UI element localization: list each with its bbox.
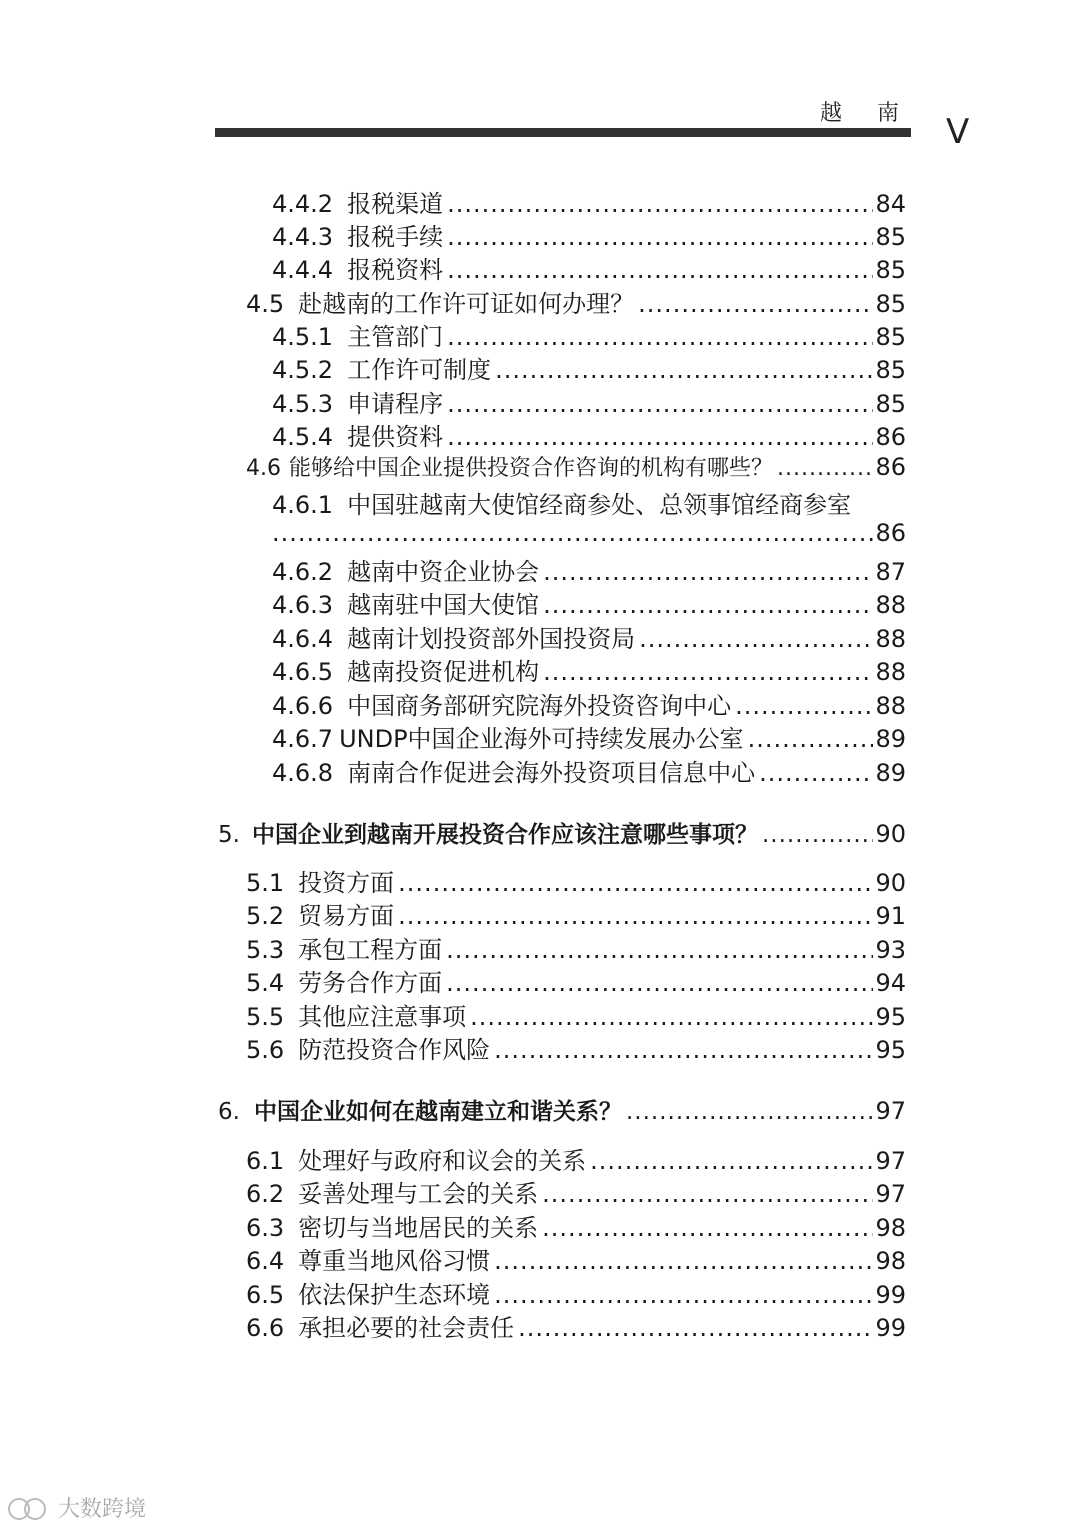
toc-entry-page: 95 — [875, 1036, 906, 1064]
toc-entry-4-5-2[interactable] — [272, 350, 906, 384]
toc-entry-6-6[interactable] — [246, 1308, 906, 1342]
toc-entry-number: 5.2 — [246, 902, 285, 930]
toc-entry-6-1[interactable] — [246, 1141, 906, 1175]
toc-leader-dots — [762, 822, 874, 848]
toc-entry-title: 依法保护生态环境 — [298, 1281, 491, 1309]
toc-entry-4-4-2[interactable] — [272, 184, 906, 218]
toc-entry-page: 88 — [875, 591, 906, 619]
toc-entry-5-3[interactable] — [246, 930, 906, 964]
toc-entry-number: 4.6.4 — [272, 625, 334, 653]
toc-entry-number: 4.6.5 — [272, 658, 334, 686]
toc-entry-5-5[interactable] — [246, 997, 906, 1031]
toc-entry-page: 85 — [875, 256, 906, 284]
toc-entry-4-6-6[interactable] — [272, 686, 906, 720]
toc-entry-5-2[interactable] — [246, 896, 906, 930]
toc-entry-title: 报税手续 — [347, 223, 444, 251]
toc-entry-page: 89 — [875, 725, 906, 753]
toc-leader-dots — [494, 1247, 873, 1275]
toc-entry-title: 报税资料 — [347, 256, 444, 284]
toc-leader-dots — [446, 936, 873, 964]
toc-entry-page: 91 — [875, 902, 906, 930]
toc-entry-page: 90 — [875, 820, 906, 848]
toc-entry-title: UNDP中国企业海外可持续发展办公室 — [339, 725, 744, 753]
toc-entry-4-6-8[interactable] — [272, 753, 906, 787]
toc-entry-page: 85 — [875, 223, 906, 251]
toc-entry-page: 89 — [875, 759, 906, 787]
toc-leader-dots — [543, 658, 873, 686]
toc-leader-dots — [638, 290, 873, 318]
toc-entry-title: 赴越南的工作许可证如何办理？ — [298, 290, 635, 318]
toc-leader-dots — [543, 558, 873, 586]
toc-entry-title: 贸易方面 — [298, 902, 395, 930]
toc-entry-page: 88 — [875, 625, 906, 653]
toc-entry-number: 4.5.3 — [272, 390, 334, 418]
toc-entry-title: 妥善处理与工会的关系 — [298, 1180, 539, 1208]
toc-entry-page: 94 — [875, 969, 906, 997]
toc-entry-number: 4.4.2 — [272, 190, 334, 218]
toc-entry-page: 97 — [875, 1180, 906, 1208]
toc-entry-title: 南南合作促进会海外投资项目信息中心 — [347, 759, 756, 787]
toc-entry-title: 中国驻越南大使馆经商参处、总领事馆经商参室 — [347, 491, 852, 519]
toc-entry-page: 87 — [875, 558, 906, 586]
toc-entry-title: 处理好与政府和议会的关系 — [298, 1147, 587, 1175]
toc-entry-4-5-4[interactable] — [272, 417, 906, 451]
toc-entry-page: 97 — [875, 1097, 906, 1125]
toc-entry-number: 4.6.6 — [272, 692, 334, 720]
toc-leader-dots — [398, 902, 873, 930]
toc-entry-number: 4.6.3 — [272, 591, 334, 619]
toc-entry-page: 86 — [875, 453, 906, 481]
watermark-logo-icon — [8, 1496, 52, 1520]
toc-entry-number: 6.3 — [246, 1214, 285, 1242]
toc-entry-number: 4.5.1 — [272, 323, 334, 351]
toc-entry-title: 防范投资合作风险 — [298, 1036, 491, 1064]
toc-entry-title: 中国企业到越南开展投资合作应该注意哪些事项？ — [251, 822, 758, 848]
toc-entry-6-4[interactable] — [246, 1241, 906, 1275]
toc-leader-dots — [446, 969, 873, 997]
toc-entry-number: 6.4 — [246, 1247, 285, 1275]
toc-entry-4-6-1-continuation[interactable] — [272, 519, 906, 553]
toc-leader-dots — [759, 759, 873, 787]
toc-entry-page: 99 — [875, 1281, 906, 1309]
toc-entry-title: 越南投资促进机构 — [347, 658, 540, 686]
toc-entry-page: 98 — [875, 1214, 906, 1242]
toc-entry-title: 承包工程方面 — [298, 936, 443, 964]
toc-entry-page: 93 — [875, 936, 906, 964]
toc-entry-number: 4.5.4 — [272, 423, 334, 451]
toc-entry-number: 5.4 — [246, 969, 285, 997]
toc-entry-number: 4.6.2 — [272, 558, 334, 586]
toc-leader-dots — [639, 625, 873, 653]
toc-entry-5-4[interactable] — [246, 963, 906, 997]
toc-entry-page: 85 — [875, 390, 906, 418]
toc-entry-title: 中国企业如何在越南建立和谐关系？ — [253, 1099, 622, 1125]
toc-leader-dots — [447, 323, 873, 351]
toc-entry-number: 6. — [218, 1099, 240, 1125]
toc-entry-title: 主管部门 — [347, 323, 444, 351]
toc-entry-title: 投资方面 — [298, 869, 395, 897]
toc-leader-dots — [447, 423, 873, 451]
toc-leader-dots — [542, 1180, 873, 1208]
toc-entry-number: 5.3 — [246, 936, 285, 964]
toc-entry-number: 4.6.7 — [272, 725, 334, 753]
toc-entry-number: 5.6 — [246, 1036, 285, 1064]
watermark — [8, 1492, 146, 1523]
toc-entry-4-6-5[interactable] — [272, 652, 906, 686]
toc-entry-number: 4.6.1 — [272, 491, 334, 519]
toc-entry-title: 工作许可制度 — [347, 356, 492, 384]
toc-entry-number: 4.6.8 — [272, 759, 334, 787]
toc-entry-title: 劳务合作方面 — [298, 969, 443, 997]
toc-chapter-5[interactable] — [218, 816, 906, 850]
toc-entry-number: 5.1 — [246, 869, 285, 897]
toc-chapter-6[interactable] — [218, 1093, 906, 1127]
toc-entry-page: 99 — [875, 1314, 906, 1342]
toc-entry-number: 4.4.4 — [272, 256, 334, 284]
toc-entry-4-5-3[interactable] — [272, 384, 906, 418]
toc-entry-title: 报税渠道 — [347, 190, 444, 218]
toc-entry-title: 越南中资企业协会 — [347, 558, 540, 586]
toc-entry-page: 90 — [875, 869, 906, 897]
toc-entry-number: 5. — [218, 822, 240, 848]
toc-entry-title: 密切与当地居民的关系 — [298, 1214, 539, 1242]
toc-leader-dots — [748, 725, 874, 753]
toc-entry-4-4-3[interactable] — [272, 217, 906, 251]
page-number: V — [946, 112, 970, 152]
toc-leader-dots — [447, 190, 873, 218]
toc-entry-5-6[interactable] — [246, 1030, 906, 1064]
toc-entry-page: 85 — [875, 323, 906, 351]
toc-entry-page: 85 — [875, 356, 906, 384]
toc-entry-4-6-1[interactable] — [272, 485, 906, 519]
toc-entry-title: 越南驻中国大使馆 — [347, 591, 540, 619]
toc-entry-number: 6.6 — [246, 1314, 285, 1342]
toc-leader-dots — [590, 1147, 873, 1175]
toc-entry-6-5[interactable] — [246, 1275, 906, 1309]
watermark-text: 大数跨境 — [58, 1497, 147, 1522]
toc-entry-title: 提供资料 — [347, 423, 444, 451]
toc-entry-page: 88 — [875, 692, 906, 720]
toc-leader-dots — [470, 1003, 873, 1031]
toc-leader-dots — [518, 1314, 873, 1342]
toc-leader-dots — [447, 256, 873, 284]
toc-entry-4-4-4[interactable] — [272, 250, 906, 284]
toc-entry-number: 6.1 — [246, 1147, 285, 1175]
toc-leader-dots — [447, 223, 873, 251]
toc-entry-number: 4.5 — [246, 290, 285, 318]
toc-leader-dots — [735, 692, 873, 720]
toc-entry-4-6-3[interactable] — [272, 585, 906, 619]
toc-entry-page: 95 — [875, 1003, 906, 1031]
toc-entry-title: 尊重当地风俗习惯 — [298, 1247, 491, 1275]
toc-leader-dots — [494, 1036, 873, 1064]
toc-entry-6-2[interactable] — [246, 1174, 906, 1208]
toc-entry-page: 98 — [875, 1247, 906, 1275]
toc-leader-dots — [543, 591, 873, 619]
toc-entry-page: 84 — [875, 190, 906, 218]
toc-entry-number: 6.5 — [246, 1281, 285, 1309]
toc-entry-number: 5.5 — [246, 1003, 285, 1031]
toc-entry-title: 申请程序 — [347, 390, 444, 418]
toc-leader-dots — [398, 869, 873, 897]
toc-entry-4-5[interactable] — [246, 284, 906, 318]
toc-entry-4-6[interactable] — [246, 451, 906, 485]
toc-entry-number: 6.2 — [246, 1180, 285, 1208]
toc-entry-5-1[interactable] — [246, 863, 906, 897]
toc-entry-page: 86 — [875, 423, 906, 451]
toc-entry-page: 86 — [875, 519, 906, 547]
toc-entry-title: 中国商务部研究院海外投资咨询中心 — [347, 692, 732, 720]
toc-entry-title: 承担必要的社会责任 — [298, 1314, 515, 1342]
toc-entry-4-6-4[interactable] — [272, 619, 906, 653]
toc-entry-title: 其他应注意事项 — [298, 1003, 467, 1031]
toc-leader-dots — [495, 356, 873, 384]
toc-entry-number: 4.4.3 — [272, 223, 334, 251]
toc-entry-4-5-1[interactable] — [272, 317, 906, 351]
toc-leader-dots — [777, 456, 873, 481]
toc-leader-dots — [542, 1214, 873, 1242]
toc-entry-6-3[interactable] — [246, 1208, 906, 1242]
toc-leader-dots — [626, 1099, 874, 1125]
toc-entry-number: 4.5.2 — [272, 356, 334, 384]
toc-leader-dots — [494, 1281, 873, 1309]
running-header-title: 越 南 — [820, 101, 913, 126]
toc-leader-dots — [272, 519, 873, 547]
toc-entry-page: 97 — [875, 1147, 906, 1175]
toc-entry-4-6-7[interactable] — [272, 719, 906, 753]
toc-entry-number: 4.6 — [246, 456, 281, 481]
toc-entry-page: 85 — [875, 290, 906, 318]
toc-entry-title: 能够给中国企业提供投资合作咨询的机构有哪些？ — [289, 456, 774, 481]
toc-entry-page: 88 — [875, 658, 906, 686]
toc-entry-4-6-2[interactable] — [272, 552, 906, 586]
toc-entry-title: 越南计划投资部外国投资局 — [347, 625, 636, 653]
toc-leader-dots — [447, 390, 873, 418]
